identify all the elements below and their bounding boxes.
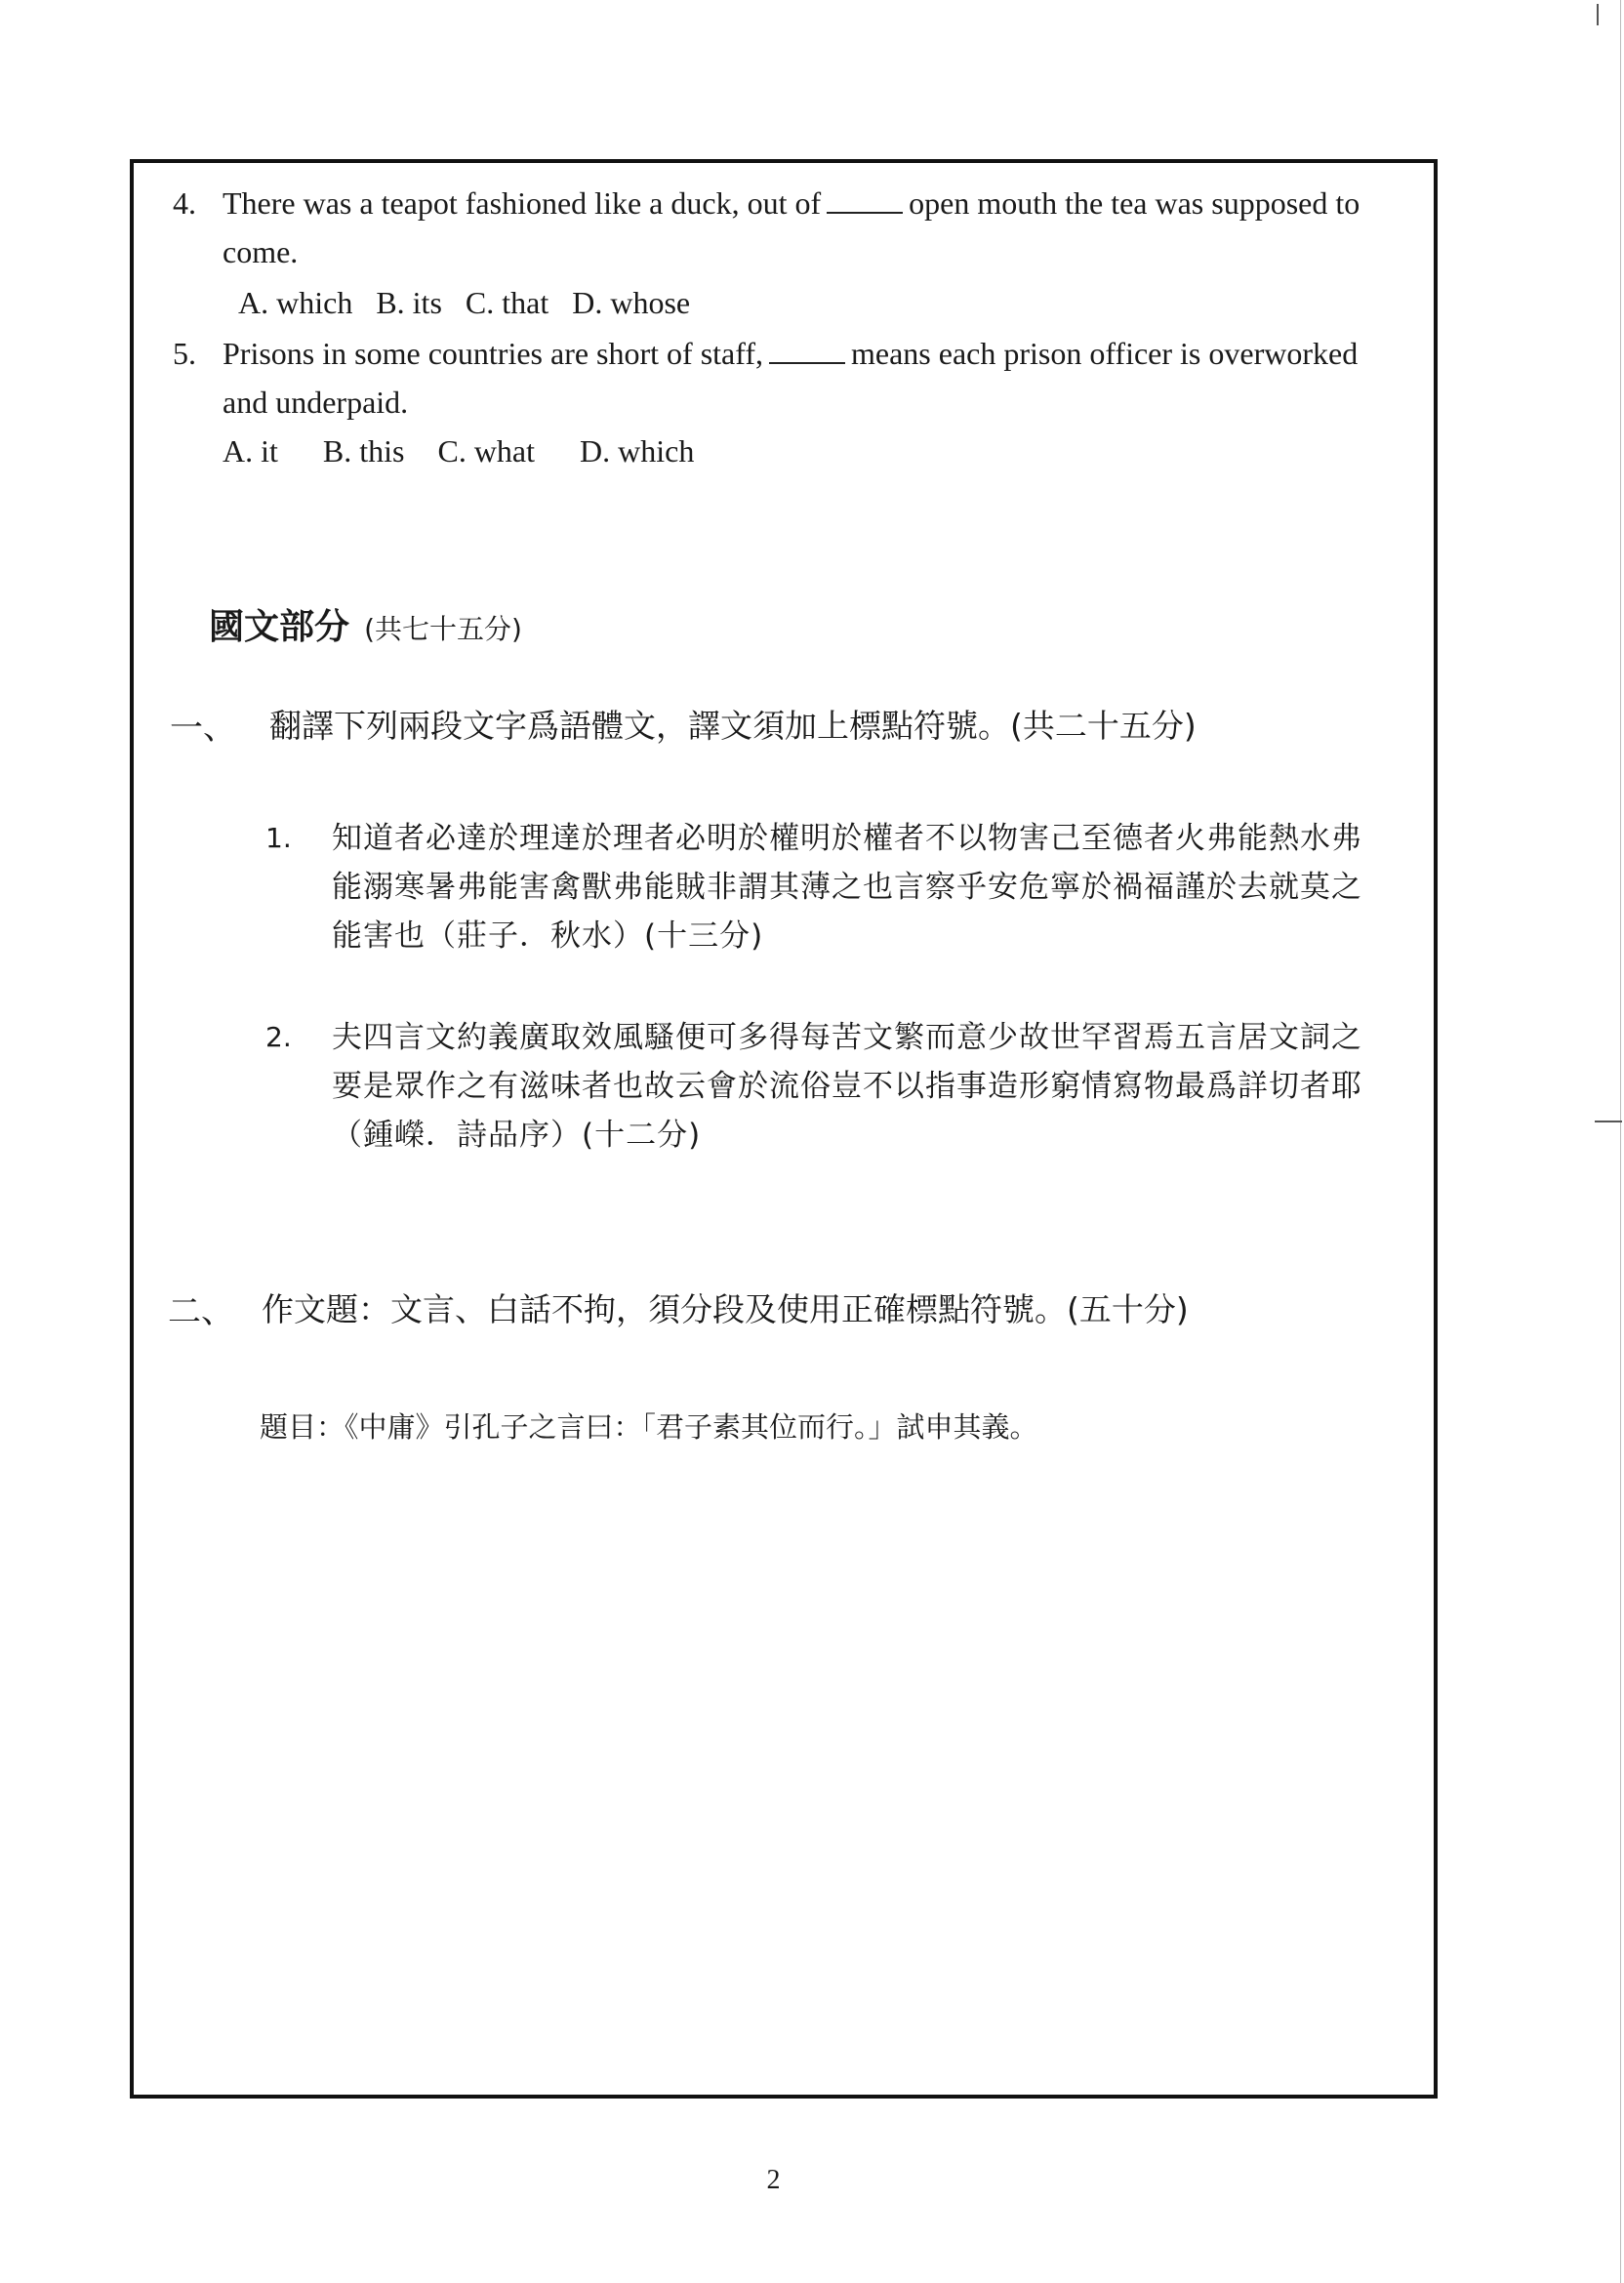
question-5-text-after: means each prison officer is overworked (850, 336, 1359, 371)
chinese-section-title: 國文部分 (209, 607, 350, 647)
scan-corner-mark (1597, 4, 1599, 25)
part1-item2-line3: （鍾嶸．詩品序）(十二分) (332, 1118, 702, 1153)
part1-item1-line2: 能溺寒暑弗能害禽獸弗能賊非謂其薄之也言察乎安危寧於禍福謹於去就莫之 (332, 870, 1362, 905)
question-5-text (223, 336, 1358, 372)
question-4-option-a: A. which (238, 285, 353, 320)
question-4-option-b: B. its (376, 285, 442, 320)
page-number: 2 (766, 2165, 781, 2195)
question-5-option-d: D. which (580, 433, 695, 469)
question-4-blank (827, 186, 903, 214)
question-4-text (223, 185, 1360, 222)
question-4-text-cont: come. (223, 234, 299, 269)
question-4-text-after: open mouth the tea was supposed to (909, 185, 1360, 221)
question-5-text-before: Prisons in some countries are short of staff, (223, 336, 763, 371)
question-5-number: 5. (173, 336, 196, 371)
part1-item1-text (332, 814, 1362, 960)
chinese-section-heading (209, 599, 522, 649)
part1-item1-number: 1. (265, 822, 292, 854)
question-5-blank (769, 337, 845, 364)
question-4-option-c: C. that (465, 285, 549, 320)
scan-edge-tick (1595, 1121, 1622, 1122)
part1-item1-line1: 知道者必達於理達於理者必明於權明於權者不以物害己至德者火弗能熱水弗 (332, 821, 1362, 856)
part2-marker: 二、 (168, 1292, 234, 1331)
part1-instruction: 翻譯下列兩段文字爲語體文，譯文須加上標點符號。(共二十五分) (269, 707, 1197, 745)
part1-item2-line1: 夫四言文約義廣取效風騷便可多得每苦文繁而意少故世罕習焉五言居文詞之 (332, 1020, 1362, 1055)
question-5-options (223, 433, 717, 469)
part1-item2-text (332, 1013, 1362, 1160)
scan-edge-line (1620, 0, 1621, 2283)
question-4-options (238, 285, 713, 321)
part2-prompt: 題目：《中庸》引孔子之言曰：「君子素其位而行。」試申其義。 (260, 1410, 1038, 1444)
part1-item2-number: 2. (265, 1021, 292, 1053)
question-4-option-d: D. whose (572, 285, 691, 320)
question-4-number: 4. (173, 185, 196, 221)
question-5-option-c: C. what (437, 433, 536, 469)
chinese-section-score: (共七十五分) (364, 613, 522, 645)
part1-item1-line3: 能害也（莊子．秋水）(十三分) (332, 918, 764, 954)
question-5-text-cont: and underpaid. (223, 385, 409, 420)
part2-instruction: 作文題：文言、白話不拘，須分段及使用正確標點符號。(五十分) (262, 1290, 1189, 1328)
part1-marker: 一、 (170, 709, 236, 748)
question-5-option-a: A. it (223, 433, 278, 469)
question-4-text-before: There was a teapot fashioned like a duck, out of (223, 185, 822, 221)
part1-item2-line2: 要是眾作之有滋味者也故云會於流俗豈不以指事造形窮情寫物最爲詳切者耶 (332, 1069, 1362, 1104)
question-5-option-b: B. this (322, 433, 405, 469)
